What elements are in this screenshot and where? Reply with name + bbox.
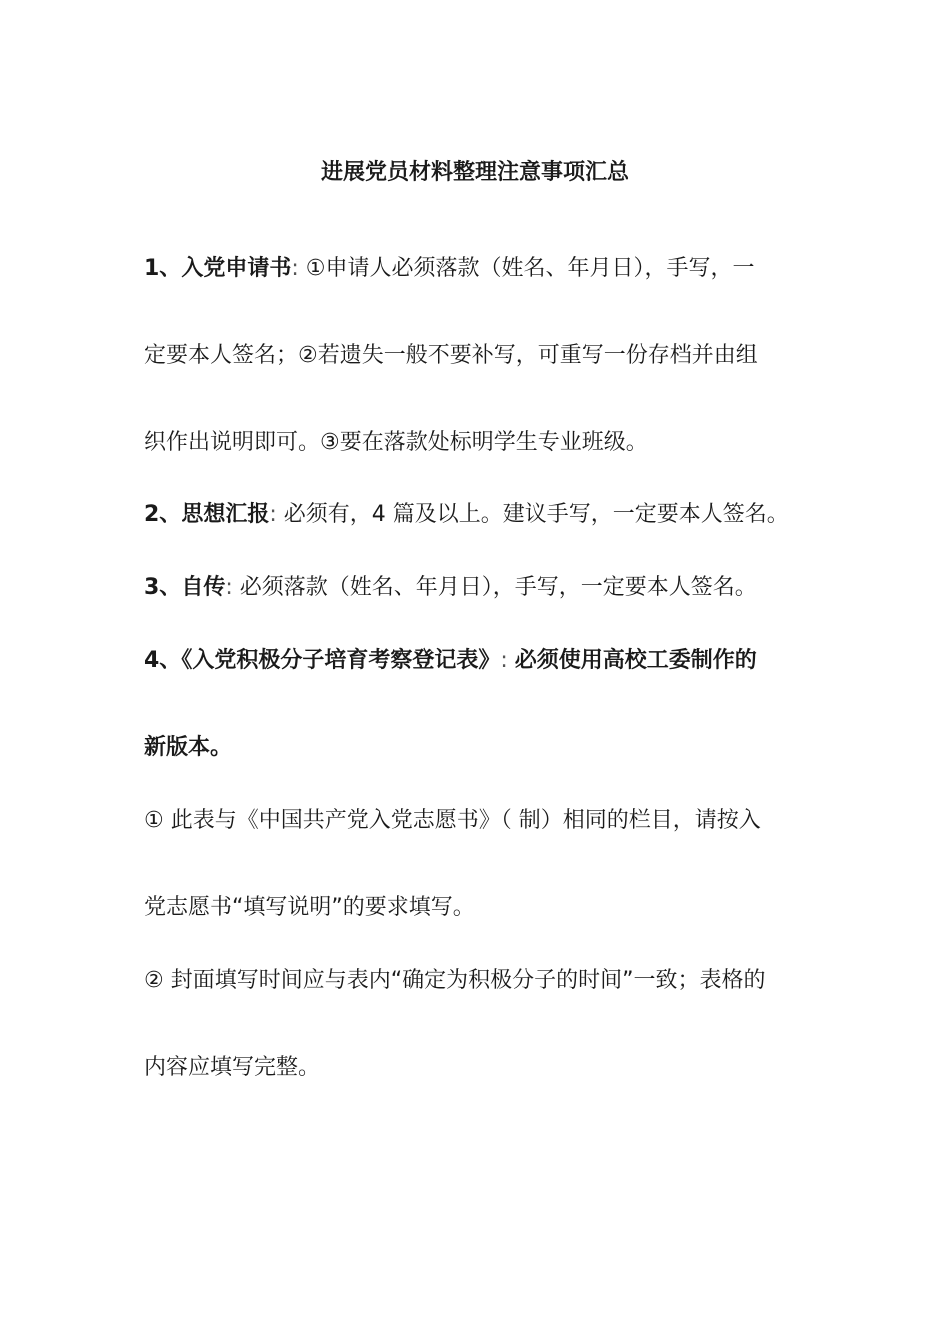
item1-line1	[144, 253, 754, 285]
sub2-line2: 内容应填写完整。	[144, 1055, 321, 1080]
item3-number: 3、	[144, 575, 182, 600]
item4-text-line1: 必须使用高校工委制作的	[514, 648, 757, 673]
item4-label: 《入党积极分子培育考察登记表》	[181, 648, 501, 673]
item2-number: 2、	[144, 502, 182, 527]
sub1-line2: 党志愿书“填写说明”的要求填写。	[144, 895, 475, 920]
sub1-line1: ① 此表与《中国共产党入党志愿书》（ 制）相同的栏目，请按入	[144, 808, 761, 833]
item2	[144, 499, 789, 531]
item2-label: 思想汇报	[181, 502, 270, 527]
sub2-line1: ② 封面填写时间应与表内“确定为积极分子的时间”一致；表格的	[144, 968, 766, 993]
item3-text: 必须落款（姓名、年月日），手写，一定要本人签名。	[239, 575, 757, 600]
item1-text-line1: ①申请人必须落款（姓名、年月日），手写，一	[305, 256, 755, 281]
item4-line1	[144, 645, 757, 677]
item2-separator: :	[269, 502, 277, 527]
item3-separator: :	[225, 575, 233, 600]
item4-line2: 新版本。	[144, 735, 233, 760]
item1-line2: 定要本人签名；②若遗失一般不要补写，可重写一份存档并由组	[144, 343, 758, 368]
item1-label: 入党申请书	[181, 256, 292, 281]
item1-separator: :	[291, 256, 299, 281]
item3-label: 自传	[181, 575, 226, 600]
item3	[144, 572, 757, 604]
item4-separator: :	[500, 648, 508, 673]
item2-text: 必须有，4 篇及以上。建议手写，一定要本人签名。	[283, 502, 789, 527]
item1-number: 1、	[144, 256, 182, 281]
item4-number: 4、	[144, 648, 182, 673]
document-title: 进展党员材料整理注意事项汇总	[320, 160, 629, 185]
item1-line3: 织作出说明即可。③要在落款处标明学生专业班级。	[144, 430, 648, 455]
